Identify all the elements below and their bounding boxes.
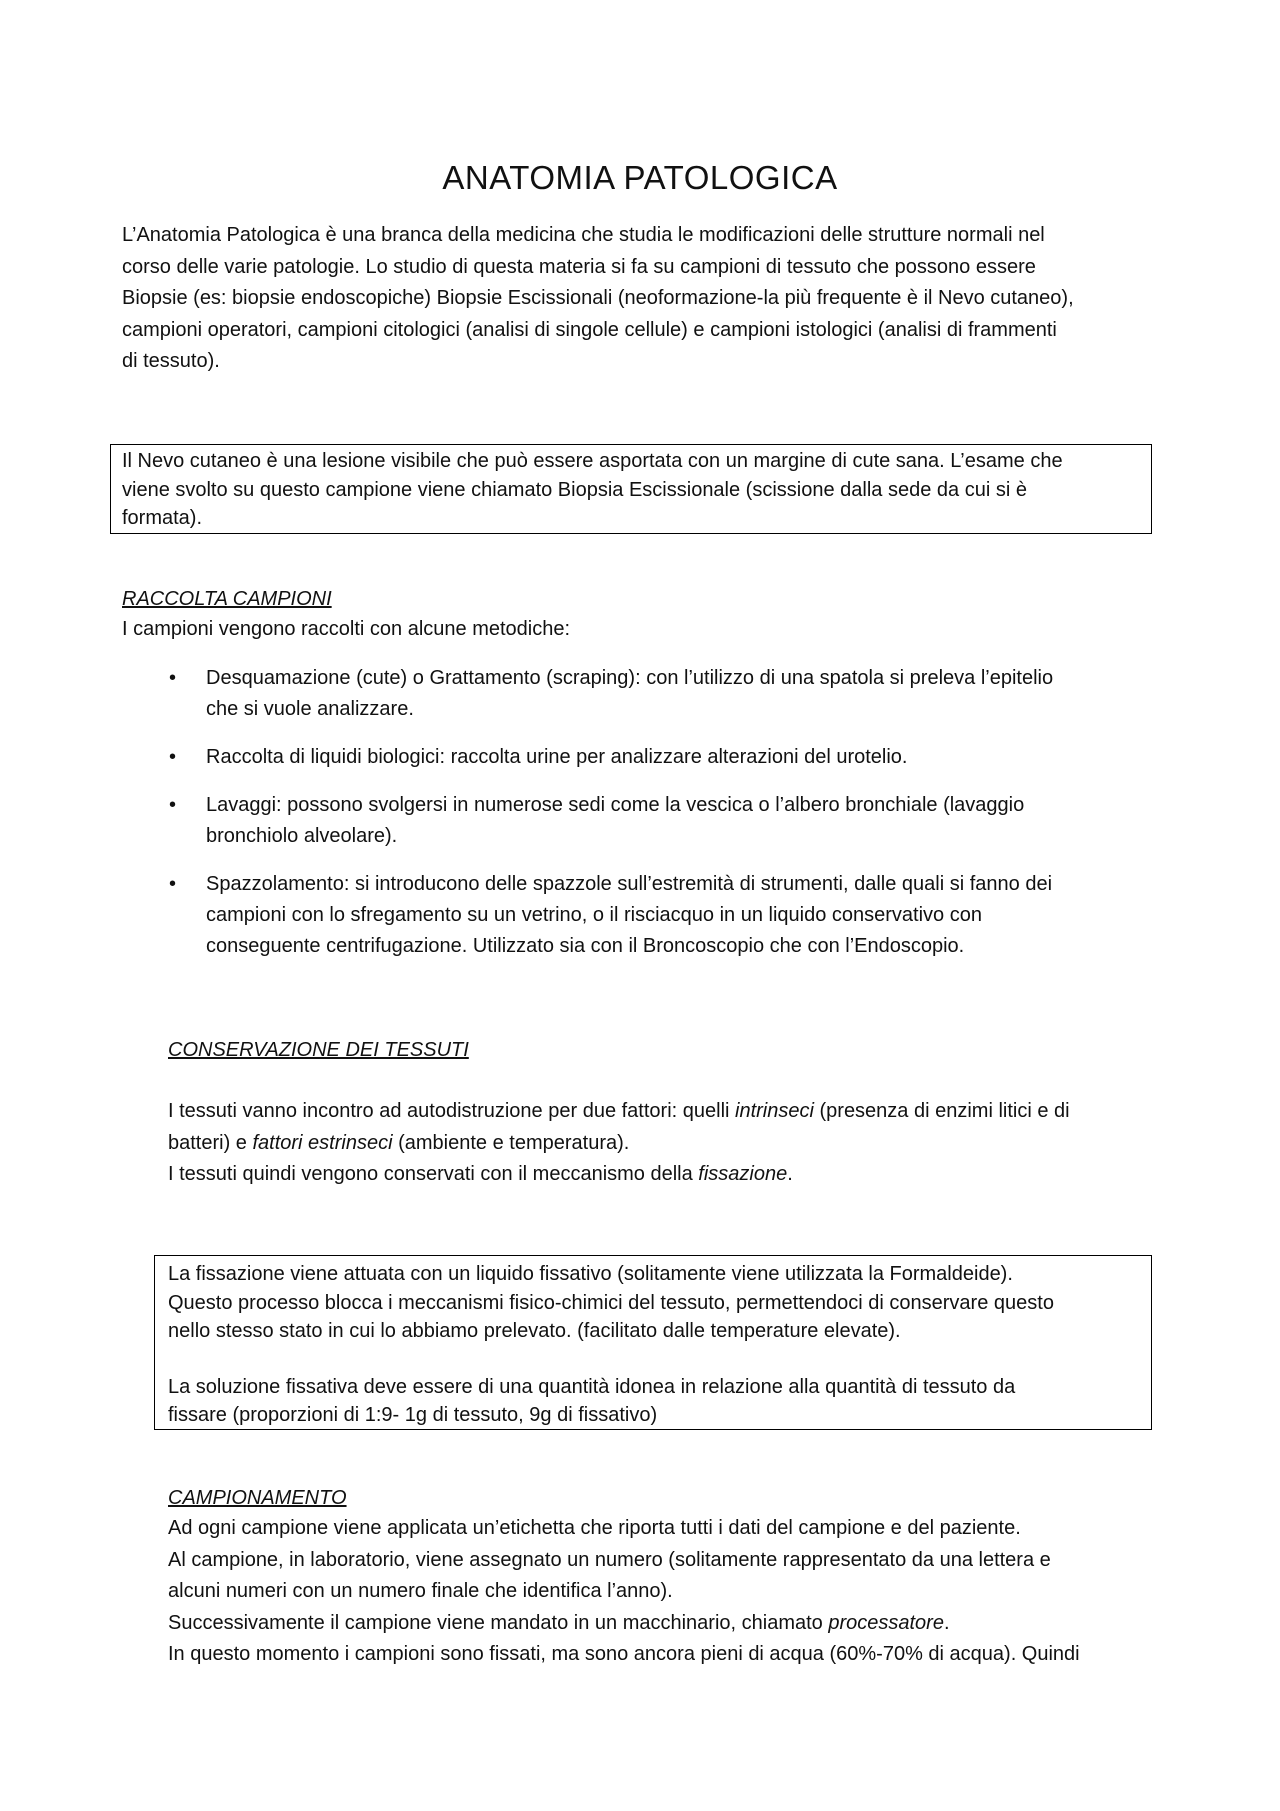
list-item: • Desquamazione (cute) o Grattamento (scraping): con l’utilizzo di una spatola si preleva l’epitelio che si vuole analizzare.	[122, 663, 1182, 725]
bullet-icon: •	[169, 667, 177, 689]
campionamento-paragraph: Ad ogni campione viene applicata un’etichetta che riporta tutti i dati del campione e del paziente. Al campione, in laboratorio, viene assegnato un numero (solitamente rappresentato da una lettera e alcuni numeri con un numero finale che identifica l’anno). Successivamente il campione viene mandato in un macchinario, chiamato processatore. In questo momento i campioni sono fissati, ma sono ancora pieni di acqua (60%-70% di acqua). Quindi	[168, 1517, 1080, 1665]
nevo-box	[110, 444, 1152, 534]
fissazione-box-line: Questo processo blocca i meccanismi fisico-chimici del tessuto, permettendoci di conservare questo	[168, 1291, 1054, 1314]
raccolta-intro: I campioni vengono raccolti con alcune metodiche:	[122, 618, 571, 640]
page-title: ANATOMIA PATOLOGICA	[442, 159, 838, 196]
bullet-icon: •	[169, 873, 177, 895]
fissazione-box-line: fissare (proporzioni di 1:9- 1g di tessuto, 9g di fissativo)	[168, 1404, 658, 1426]
nevo-box-line: viene svolto su questo campione viene chiamato Biopsia Escissionale (scissione dalla sede da cui si è	[122, 478, 1027, 501]
list-item: • Spazzolamento: si introducono delle spazzole sull’estremità di strumenti, dalle quali si fanno dei campioni con lo sfregamento su un vetrino, o il risciacquo in un liquido conservativo con conseguente centrifugazione. Utilizzato sia con il Broncoscopio che con l’Endoscopio.	[122, 869, 1182, 962]
conservazione-paragraph: I tessuti vanno incontro ad autodistruzione per due fattori: quelli intrinseci (presenza di enzimi litici e di batteri) e fattori estrinseci (ambiente e temperatura). I tessuti quindi vengono conservati con il meccanismo della fissazione.	[168, 1100, 1070, 1185]
intro-line: di tessuto).	[122, 350, 220, 372]
list-item: • Lavaggi: possono svolgersi in numerose sedi come la vescica o l’albero bronchiale (lavaggio bronchiolo alveolare).	[122, 790, 1182, 852]
nevo-box-line: Il Nevo cutaneo è una lesione visibile che può essere asportata con un margine di cute sana. L’esame che	[122, 450, 1063, 472]
fissazione-box	[154, 1255, 1152, 1430]
campionamento-heading: CAMPIONAMENTO	[168, 1487, 347, 1509]
fissazione-box-line: La fissazione viene attuata con un liquido fissativo (solitamente viene utilizzata la Formaldeide).	[168, 1263, 1013, 1285]
intro-paragraph	[122, 220, 1182, 378]
intro-line: corso delle varie patologie. Lo studio di questa materia si fa su campioni di tessuto che possono essere	[122, 255, 1036, 278]
nevo-box-line: formata).	[122, 507, 203, 529]
fissazione-box-line: La soluzione fissativa deve essere di una quantità idonea in relazione alla quantità di tessuto da	[168, 1375, 1016, 1398]
raccolta-list	[122, 663, 1182, 962]
conservazione-heading: CONSERVAZIONE DEI TESSUTI	[168, 1039, 469, 1061]
intro-line: Biopsie (es: biopsie endoscopiche) Biopsie Escissionali (neoformazione-la più frequente è il Nevo cutaneo),	[122, 287, 1074, 309]
intro-line: campioni operatori, campioni citologici (analisi di singole cellule) e campioni istologici (analisi di frammenti	[122, 318, 1057, 341]
bullet-icon: •	[169, 746, 177, 768]
intro-line: L’Anatomia Patologica è una branca della medicina che studia le modificazioni delle strutture normali nel	[122, 224, 1045, 246]
list-item: • Raccolta di liquidi biologici: raccolta urine per analizzare alterazioni del urotelio.	[122, 742, 1182, 773]
fissazione-box-line: nello stesso stato in cui lo abbiamo prelevato. (facilitato dalle temperature elevate).	[168, 1320, 901, 1342]
raccolta-heading: RACCOLTA CAMPIONI	[122, 588, 332, 610]
bullet-icon: •	[169, 794, 177, 816]
